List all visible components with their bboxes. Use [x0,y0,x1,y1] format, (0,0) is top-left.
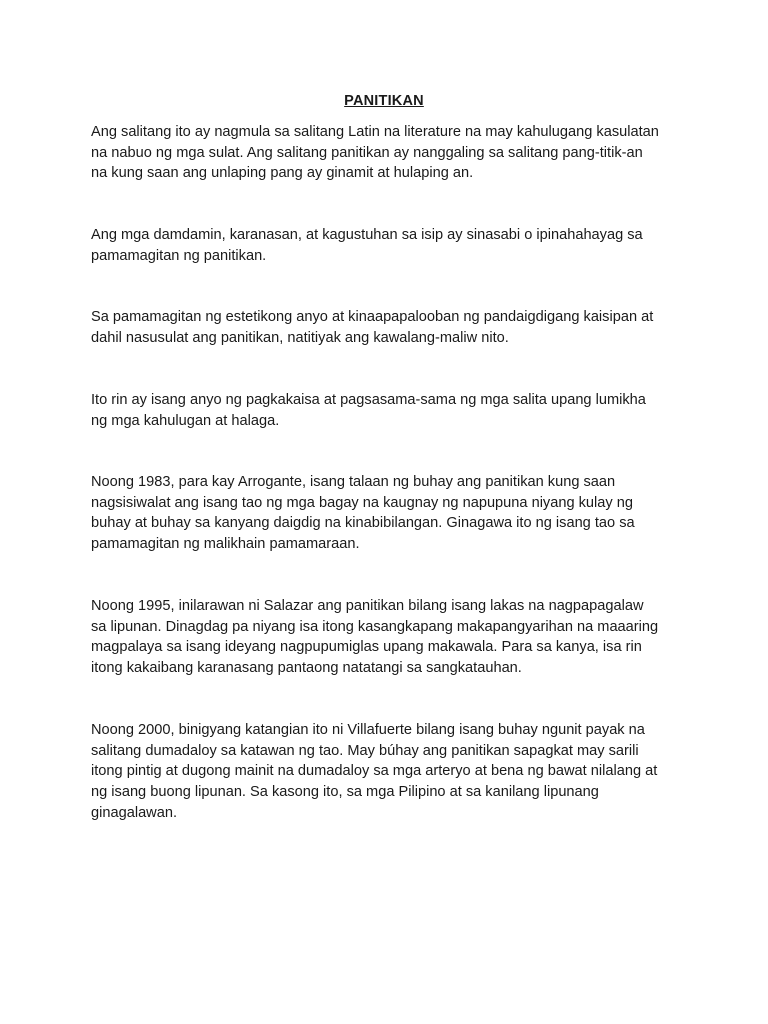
paragraph-line: ng isang buong lipunan. Sa kasong ito, sa mga Pilipino at sa kanilang lipunang [91,784,599,801]
paragraph-salazar-1995 [91,596,711,679]
paragraph-line: ginagalawan. [91,804,178,821]
paragraph-line: itong pintig at dugong mainit na dumadaloy sa mga arteryo at bena ng bawat nilalang at [91,763,658,780]
paragraph-line: Ang salitang ito ay nagmula sa salitang Latin na literature na may kahulugang kasulatan [91,124,659,140]
paragraph-line: Noong 2000, binigyang katangian ito ni Villafuerte bilang isang buhay ngunit payak na [91,722,645,738]
document-title: PANITIKAN [344,93,424,109]
paragraph-line: Noong 1995, inilarawan ni Salazar ang panitikan bilang isang lakas na nagpapagalaw [91,598,644,614]
paragraph-arrogante-1983 [91,472,711,555]
paragraph-line: dahil nasusulat ang panitikan, natitiyak ang kawalang-maliw nito. [91,329,509,346]
paragraph-aesthetic [91,307,711,348]
paragraph-line: buhay at buhay sa kanyang daigdig na kinabibilangan. Ginagawa ito ng isang tao sa [91,515,635,532]
paragraph-line: itong kakaibang karanasang pantaong natatangi sa sangkatauhan. [91,660,522,677]
paragraph-line: na kung saan ang unlaping pang ay ginamit at hulaping an. [91,165,474,182]
paragraph-line: magpalaya sa isang ideyang nagpupumiglas upang makawala. Para sa kanya, isa rin [91,639,642,656]
paragraph-line: Noong 1983, para kay Arrogante, isang talaan ng buhay ang panitikan kung saan [91,474,616,490]
paragraph-villafuerte-2000 [91,720,711,824]
paragraph-line: Sa pamamagitan ng estetikong anyo at kinaapapalooban ng pandaigdigang kaisipan at [91,309,654,325]
paragraph-line: pamamagitan ng malikhain pamamaraan. [91,536,360,553]
paragraph-line: na nabuo ng mga sulat. Ang salitang panitikan ay nanggaling sa salitang pang-titik-an [91,144,643,161]
paragraph-line: ng mga kahulugan at halaga. [91,412,280,429]
paragraph-origin [91,122,711,184]
paragraph-line: Ito rin ay isang anyo ng pagkakaisa at pagsasama-sama ng mga salita upang lumikha [91,392,646,408]
paragraph-line: pamamagitan ng panitikan. [91,247,267,264]
paragraph-feelings [91,225,711,266]
paragraph-line: Ang mga damdamin, karanasan, at kagustuhan sa isip ay sinasabi o ipinahahayag sa [91,227,643,243]
paragraph-line: salitang dumadaloy sa katawan ng tao. May búhay ang panitikan sapagkat may sarili [91,742,639,759]
paragraph-line: sa lipunan. Dinagdag pa niyang isa itong kasangkapang makapangyarihan na maaaring [91,618,659,635]
paragraph-unity [91,390,711,431]
paragraph-line: nagsisiwalat ang isang tao ng mga bagay na kaugnay ng napupuna niyang kulay ng [91,494,633,511]
